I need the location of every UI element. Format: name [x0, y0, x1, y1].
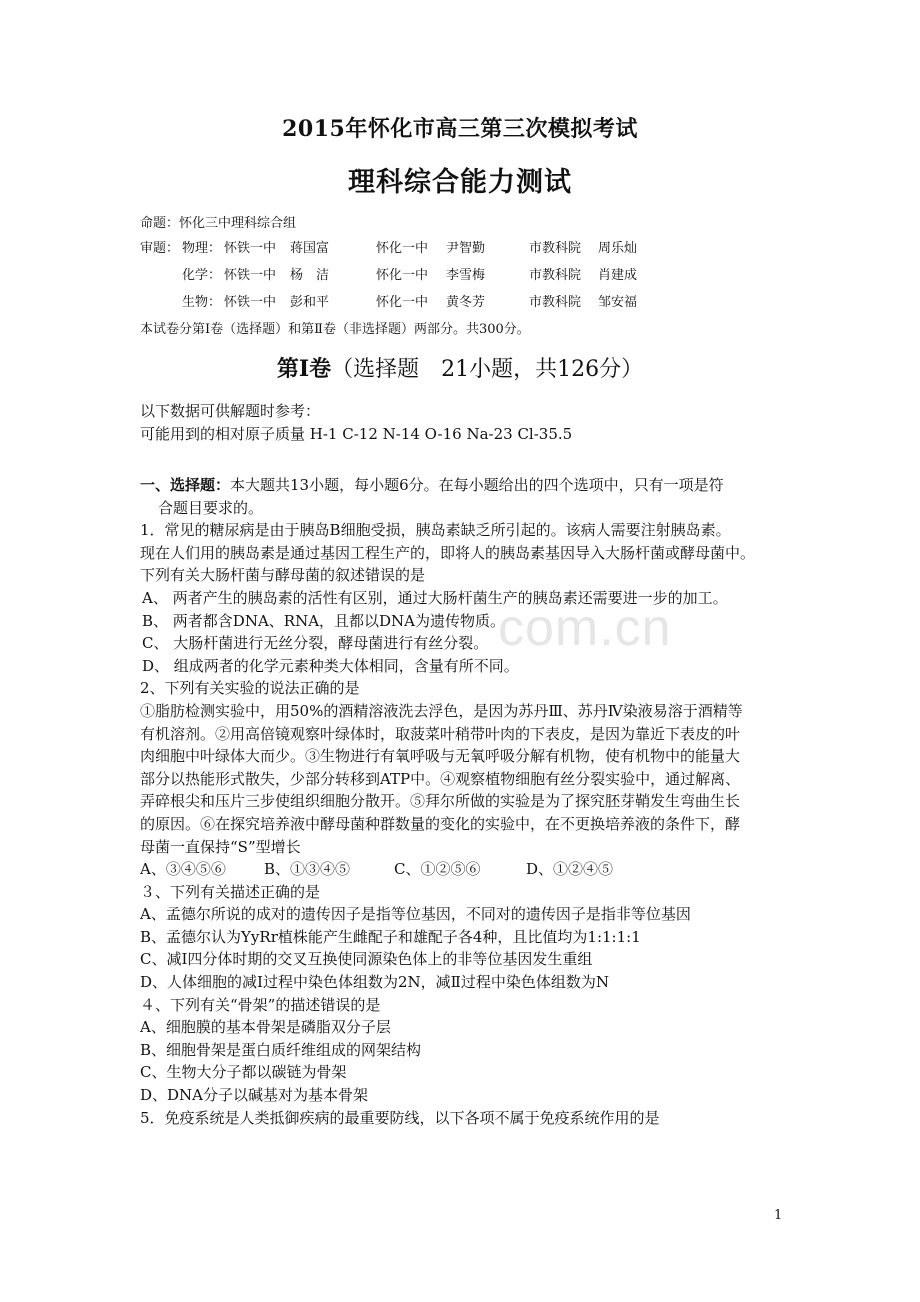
reference-line: 以下数据可供解题时参考：: [140, 402, 321, 420]
reviewer-school: 怀化一中: [376, 295, 429, 310]
reviewer-school: 怀化一中: [376, 268, 429, 283]
q1-option-b: B、 两者都含DNA、RNA，且都以DNA为遗传物质。: [142, 611, 506, 630]
q4-option-d: D、DNA分子以碱基对为基本骨架: [140, 1086, 369, 1105]
reviewer-subject: 生物：: [182, 295, 222, 310]
q2-stem-line: 的原因。⑥在探究培养液中酵母菌种群数量的变化的实验中，在不更换培养液的条件下，酵: [140, 814, 741, 833]
q2-stem-line: 有机溶剂。②用高倍镜观察叶绿体时，取菠菜叶稍带叶肉的下表皮，是因为靠近下表皮的叶: [140, 724, 741, 743]
watermark: com.cn: [498, 599, 672, 657]
q1-option-d: D、 组成两者的化学元素种类大体相同，含量有所不同。: [142, 656, 519, 675]
reviewer-school: 怀铁一中: [224, 268, 277, 283]
q2-options: [140, 858, 790, 881]
author-line: 命题：怀化三中理科综合组: [140, 216, 297, 231]
q5-stem: 5．免疫系统是人类抵御疾病的最重要防线，以下各项不属于免疫系统作用的是: [140, 1108, 660, 1127]
q2-stem-line: ①脂肪检测实验中，用50%的酒精溶液洗去浮色，是因为苏丹Ⅲ、苏丹Ⅳ染液易溶于酒精等: [140, 701, 743, 720]
section-title-rest: （选择题 21小题，共126分）: [331, 357, 644, 382]
q2-stem-line: 2、下列有关实验的说法正确的是: [140, 679, 360, 698]
reviewer-name: 李雪梅: [446, 268, 486, 283]
reference-block: [140, 400, 790, 445]
part-heading: [140, 474, 790, 497]
questions-block: [140, 474, 790, 1129]
q4-option-b: B、细胞骨架是蛋白质纤维组成的网架结构: [140, 1040, 422, 1059]
section-title-bold: 第Ⅰ卷: [276, 356, 332, 382]
reviewer-name: 周乐灿: [598, 241, 638, 256]
reviewer-name: 蒋国富: [290, 241, 330, 256]
part-heading-cont: 合题目要求的。: [158, 498, 264, 517]
q2-stem-line: 部分以热能形式散失，少部分转移到ATP中。④观察植物细胞有丝分裂实验中，通过解离、: [140, 769, 741, 788]
reviewer-subject: 化学：: [182, 268, 222, 283]
reviewer-name: 邹安福: [598, 295, 638, 310]
reviewer-school: 怀铁一中: [224, 241, 277, 256]
reviewer-name: 彭和平: [290, 295, 330, 310]
reviewer-school: 市教科院: [529, 241, 582, 256]
reviewer-school: 市教科院: [529, 295, 582, 310]
q4-stem: ４、下列有关“骨架”的描述错误的是: [140, 995, 381, 1014]
q2-stem-line: 母菌一直保持“S”型增长: [140, 837, 301, 856]
reviewer-name: 黄冬芳: [446, 295, 486, 310]
q3-option-b: B、孟德尔认为YyRr植株能产生雌配子和雄配子各4种，且比值均为1:1:1:1: [140, 927, 641, 946]
reviewer-school: 怀铁一中: [224, 295, 277, 310]
q4-option-a: A、细胞膜的基本骨架是磷脂双分子层: [140, 1018, 391, 1037]
q3-option-d: D、人体细胞的减Ⅰ过程中染色体组数为2N，减Ⅱ过程中染色体组数为N: [140, 973, 609, 992]
q2-option-d: D、①②④⑤: [526, 860, 614, 879]
q1-stem-line: 1．常见的糖尿病是由于胰岛B细胞受损，胰岛素缺乏所引起的。该病人需要注射胰岛素。: [140, 521, 731, 540]
q2-option-a: A、③④⑤⑥: [140, 860, 226, 879]
q2-stem-line: 肉细胞中叶绿体大而少。③生物进行有氧呼吸与无氧呼吸分解有机物，使有机物中的能量大: [140, 747, 741, 766]
q1-stem-line: 现在人们用的胰岛素是通过基因工程生产的，即将人的胰岛素基因导入大肠杆菌或酵母菌中。: [140, 543, 756, 562]
q1-option-c: C、 大肠杆菌进行无丝分裂，酵母菌进行有丝分裂。: [142, 634, 489, 653]
part-heading-text: 本大题共13小题，每小题6分。在每小题给出的四个选项中，只有一项是符: [230, 476, 724, 494]
q3-option-a: A、孟德尔所说的成对的遗传因子是指等位基因，不同对的遗传因子是指非等位基因: [140, 905, 691, 924]
intro-line: 本试卷分第Ⅰ卷（选择题）和第Ⅱ卷（非选择题）两部分。共300分。: [140, 322, 530, 337]
atomic-mass-line: 可能用到的相对原子质量 H-1 C-12 N-14 O-16 Na-23 Cl-35.5: [140, 424, 573, 443]
q3-stem: ３、下列有关描述正确的是: [140, 882, 321, 901]
reviewer-name: 杨 洁: [290, 268, 330, 283]
q4-option-c: C、生物大分子都以碳链为骨架: [140, 1063, 347, 1082]
q1-option-a: A、 两者产生的胰岛素的活性有区别，通过大肠杆菌生产的胰岛素还需要进一步的加工。: [142, 588, 728, 607]
q1-stem-line: 下列有关大肠杆菌与酵母菌的叙述错误的是: [140, 566, 426, 585]
reviewer-subject: 物理：: [182, 241, 222, 256]
q2-option-c: C、①②⑤⑥: [394, 860, 481, 879]
q2-stem-line: 弄碎根尖和压片三步使组织细胞分散开。⑤拜尔所做的实验是为了探究胚芽鞘发生弯曲生长: [140, 792, 741, 811]
exam-subtitle: 理科综合能力测试: [348, 167, 572, 198]
reviewer-name: 肖建成: [598, 268, 638, 283]
reviewer-school: 市教科院: [529, 268, 582, 283]
reviewer-label: 审题：: [140, 241, 180, 256]
page-number: 1: [774, 1208, 783, 1223]
q3-option-c: C、减Ⅰ四分体时期的交叉互换使同源染色体上的非等位基因发生重组: [140, 950, 593, 969]
reviewer-school: 怀化一中: [376, 241, 429, 256]
reviewer-name: 尹智勤: [446, 241, 486, 256]
part-heading-label: 一、选择题：: [140, 476, 231, 494]
exam-title: 2015年怀化市高三第三次模拟考试: [282, 116, 638, 142]
q2-option-b: B、①③④⑤: [264, 860, 351, 879]
section-title: [0, 352, 920, 383]
